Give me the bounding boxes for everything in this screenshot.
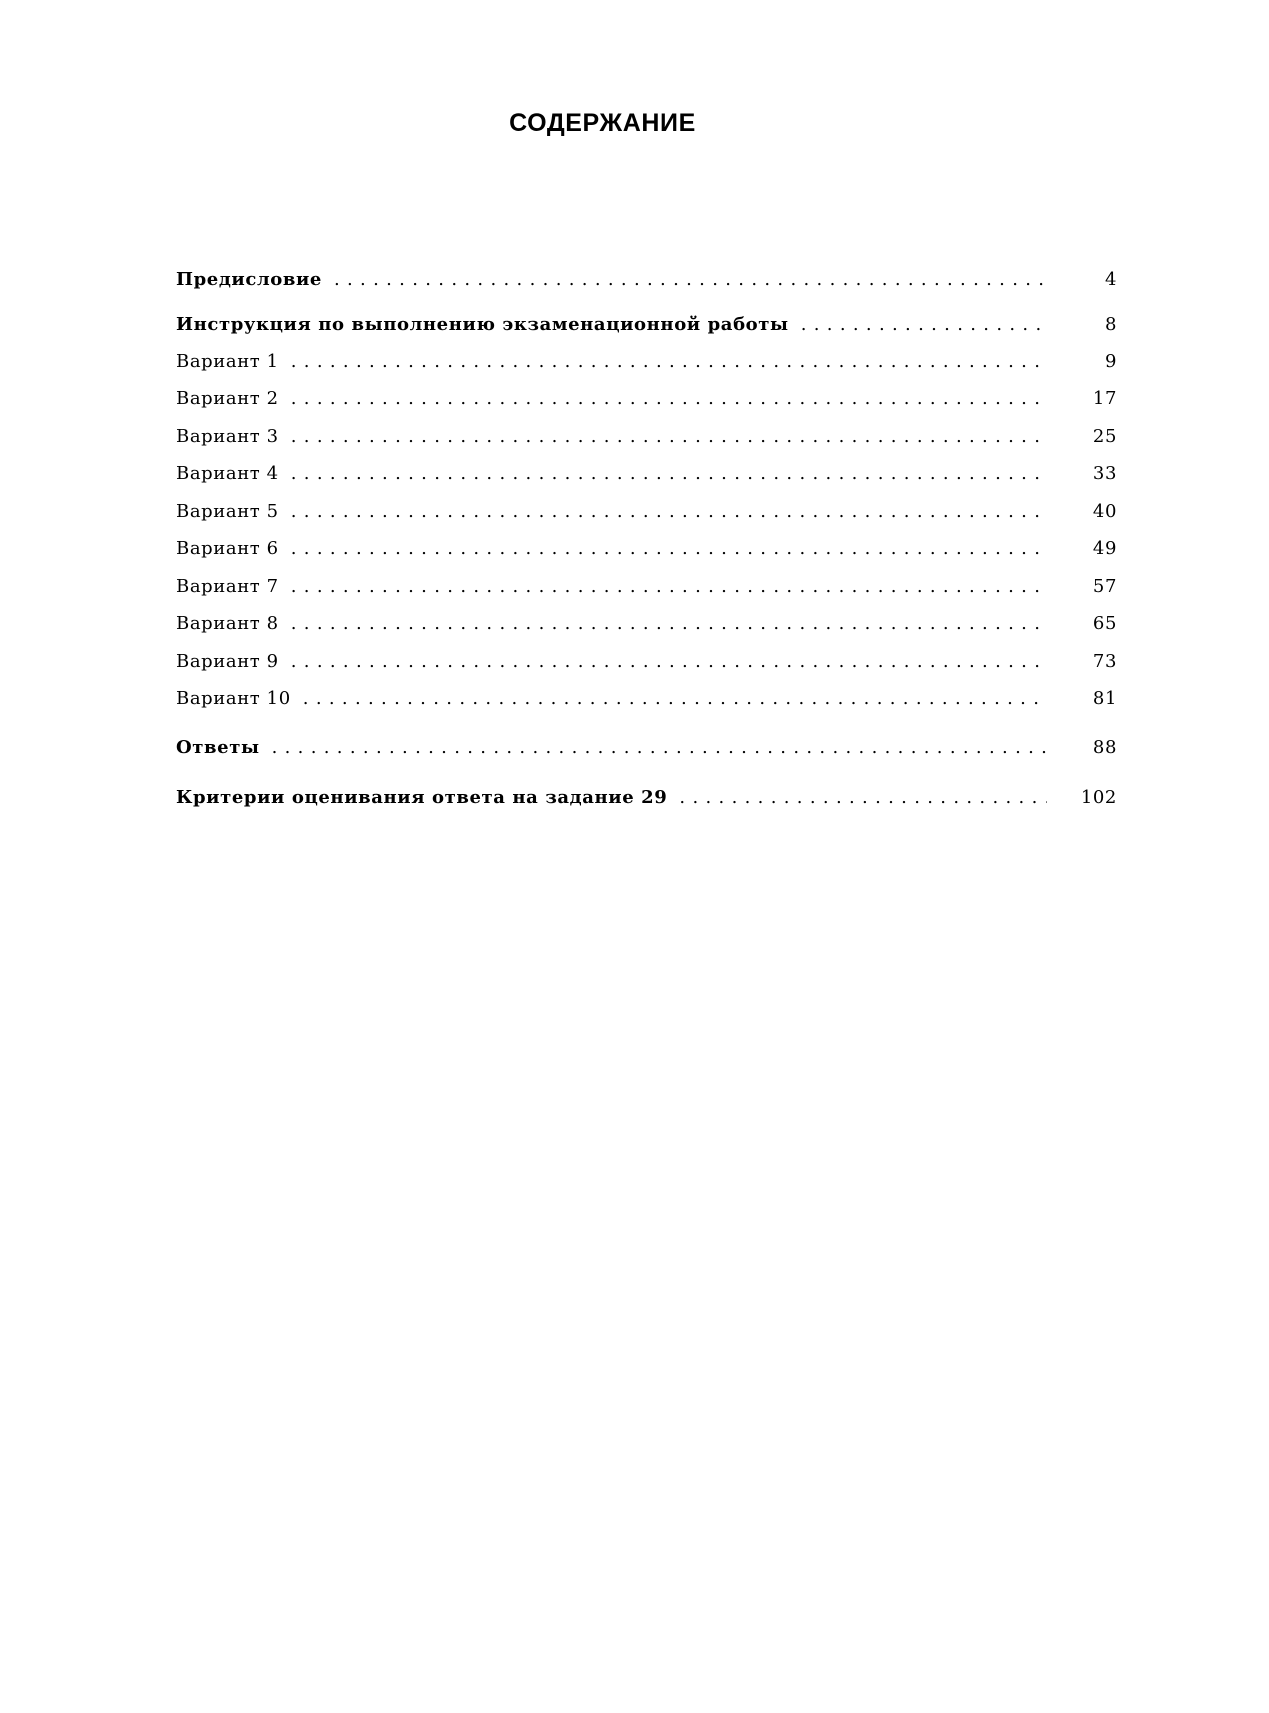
toc-entry-label: Критерии оценивания ответа на задание 29 [176,787,668,808]
toc-entry-variant-5[interactable] [176,499,1117,525]
toc-entry-label: Вариант 7 [176,576,279,597]
dot-leader [291,461,1047,487]
toc-entry-page-number: 88 [1092,737,1117,758]
toc-entry-preface[interactable] [176,267,1117,293]
toc-entry-page-number: 73 [1092,651,1117,672]
toc-entry-page-number: 57 [1092,576,1117,597]
toc-entry-label: Ответы [176,737,260,758]
toc-entry-page-number: 65 [1092,613,1117,634]
dot-leader [291,611,1047,637]
toc-entry-label: Вариант 4 [176,463,279,484]
toc-entry-label: Вариант 9 [176,651,279,672]
toc-entry-page-number: 25 [1092,426,1117,447]
toc-entry-label: Вариант 3 [176,426,279,447]
toc-entry-variant-4[interactable] [176,461,1117,487]
toc-entry-variant-10[interactable] [176,686,1117,712]
page-title: СОДЕРЖАНИЕ [509,109,696,137]
dot-leader [334,267,1047,293]
toc-entry-page-number: 81 [1092,688,1117,709]
toc-entry-label: Вариант 5 [176,501,279,522]
toc-entry-page-number: 4 [1104,269,1117,290]
toc-entry-label: Вариант 10 [176,688,291,709]
dot-leader [291,424,1047,450]
toc-entry-variant-7[interactable] [176,574,1117,600]
dot-leader [291,574,1047,600]
dot-leader [303,686,1047,712]
toc-entry-label: Инструкция по выполнению экзаменационной работы [176,314,789,335]
toc-entry-variant-8[interactable] [176,611,1117,637]
toc-entry-variant-2[interactable] [176,386,1117,412]
toc-entry-label: Вариант 6 [176,538,279,559]
toc-entry-label: Вариант 2 [176,388,279,409]
toc-entry-variant-9[interactable] [176,649,1117,675]
dot-leader [272,735,1047,761]
toc-entry-page-number: 102 [1080,787,1117,808]
toc-entry-page-number: 8 [1104,314,1117,335]
toc-entry-label: Вариант 8 [176,613,279,634]
dot-leader [679,785,1047,811]
toc-entry-variant-1[interactable] [176,349,1117,375]
dot-leader [291,649,1047,675]
toc-entry-page-number: 49 [1092,538,1117,559]
toc-entry-criteria[interactable] [176,785,1117,811]
dot-leader [801,312,1047,338]
toc-entry-label: Вариант 1 [176,351,279,372]
toc-entry-variant-6[interactable] [176,536,1117,562]
dot-leader [291,499,1047,525]
toc-entry-variant-3[interactable] [176,424,1117,450]
toc-entry-page-number: 9 [1104,351,1117,372]
dot-leader [291,536,1047,562]
toc-entry-page-number: 17 [1092,388,1117,409]
toc-entry-label: Предисловие [176,269,322,290]
toc-entry-instructions[interactable] [176,312,1117,338]
dot-leader [291,386,1047,412]
toc-entry-page-number: 40 [1092,501,1117,522]
toc-entry-answers[interactable] [176,735,1117,761]
dot-leader [291,349,1047,375]
toc-entry-page-number: 33 [1092,463,1117,484]
